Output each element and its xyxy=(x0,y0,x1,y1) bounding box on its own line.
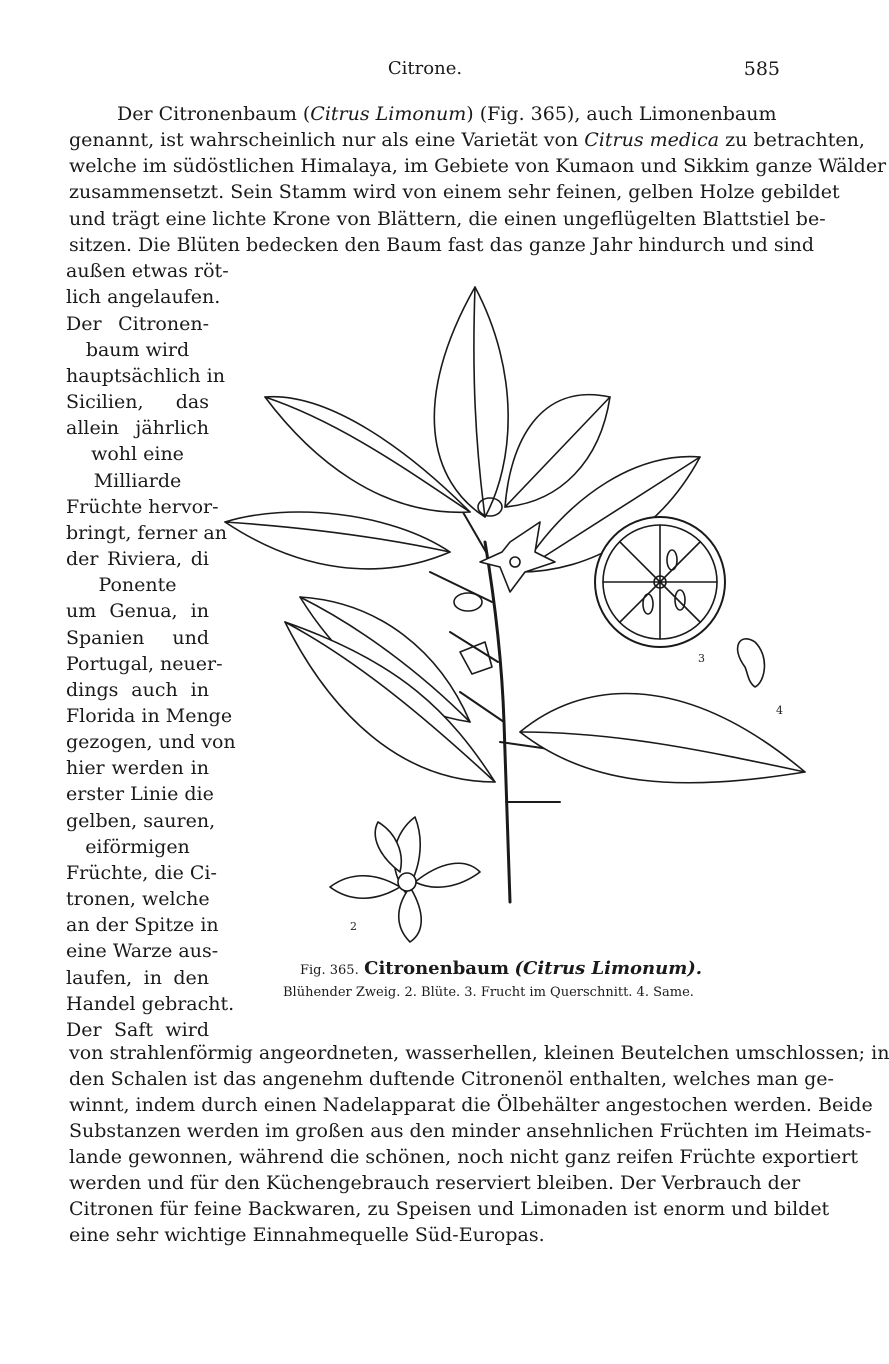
lemon-branch-illustration xyxy=(210,282,810,962)
body-line: werden und für den Küchengebrauch reserviert bleiben. Der Verbrauch der xyxy=(69,1172,801,1194)
label-seed: 4 xyxy=(776,704,783,717)
figure-caption xyxy=(300,958,702,979)
side-line: Handel gebracht. xyxy=(66,993,235,1015)
side-line: tronen, welche xyxy=(66,888,210,910)
figure-title: Citronenbaum xyxy=(364,958,510,979)
side-line: eiförmigen xyxy=(85,836,190,858)
side-line: wohl eine xyxy=(91,443,184,465)
side-line: außen etwas röt- xyxy=(66,260,229,282)
scientific-name: Citrus medica xyxy=(584,129,720,151)
side-line: Früchte hervor- xyxy=(66,496,219,518)
body-line: welche im südöstlichen Himalaya, im Gebiete von Kumaon und Sikkim ganze Wälder xyxy=(69,155,887,177)
side-line: eine Warze aus- xyxy=(66,940,219,962)
side-line: laufen, in den xyxy=(66,967,209,989)
body-line xyxy=(69,127,865,153)
side-line: hauptsächlich in xyxy=(66,365,225,387)
figure-number: Fig. 365. xyxy=(300,963,359,978)
body-line: Citronen für feine Backwaren, zu Speisen und Limonaden ist enorm und bildet xyxy=(69,1198,830,1220)
side-line: Der Citronen- xyxy=(66,313,209,335)
text-run: zu betrachten, xyxy=(719,129,865,151)
side-line: an der Spitze in xyxy=(66,914,219,936)
side-line: gelben, sauren, xyxy=(66,810,216,832)
body-line: zusammensetzt. Sein Stamm wird von einem sehr feinen, gelben Holze gebildet xyxy=(69,181,840,203)
text-run: Der Citronenbaum ( xyxy=(117,103,311,125)
running-title: Citrone. xyxy=(387,58,463,79)
text-run: genannt, ist wahrscheinlich nur als eine Varietät von xyxy=(69,129,585,151)
text-run: ) (Fig. 365), auch Limonenbaum xyxy=(466,103,777,125)
body-line: Substanzen werden im großen aus den minder ansehnlichen Früchten im Heimats- xyxy=(69,1120,872,1142)
page-number: 585 xyxy=(743,58,780,80)
running-head xyxy=(0,58,850,86)
body-line: lande gewonnen, während die schönen, noch nicht ganz reifen Früchte exportiert xyxy=(69,1146,859,1168)
side-line: bringt, ferner an xyxy=(66,522,227,544)
body-line: und trägt eine lichte Krone von Blättern, die einen ungeflügelten Blattstiel be- xyxy=(69,208,826,230)
figure-subcaption: Blühender Zweig. 2. Blüte. 3. Frucht im Querschnitt. 4. Same. xyxy=(283,985,694,1000)
side-line: dings auch in xyxy=(66,679,209,701)
body-line: von strahlenförmig angeordneten, wasserhellen, kleinen Beutelchen umschlossen; in xyxy=(69,1042,889,1064)
label-flower: 2 xyxy=(350,920,357,933)
scientific-name: Citrus Limonum xyxy=(310,103,467,125)
side-line: Der Saft wird xyxy=(66,1019,209,1041)
side-line: Sicilien, das xyxy=(66,391,209,413)
body-line: sitzen. Die Blüten bedecken den Baum fast das ganze Jahr hindurch und sind xyxy=(69,234,815,256)
body-line xyxy=(117,101,782,127)
side-line: Portugal, neuer- xyxy=(66,653,223,675)
side-line: allein jährlich xyxy=(66,417,209,439)
side-line: Früchte, die Ci- xyxy=(66,862,217,884)
label-fruit: 3 xyxy=(698,652,705,665)
side-line: lich angelaufen. xyxy=(66,286,221,308)
side-line: baum wird xyxy=(85,339,190,361)
body-line: den Schalen ist das angenehm duftende Citronenöl enthalten, welches man ge- xyxy=(69,1068,834,1090)
body-line: eine sehr wichtige Einnahmequelle Süd-Europas. xyxy=(69,1224,545,1246)
side-line: Ponente xyxy=(98,574,177,596)
side-line: gezogen, und von xyxy=(66,731,236,753)
side-line: Milliarde xyxy=(93,470,182,492)
figure-scientific-name: (Citrus Limonum). xyxy=(514,958,703,979)
side-line: um Genua, in xyxy=(66,600,209,622)
side-line: erster Linie die xyxy=(66,783,214,805)
side-line: Florida in Menge xyxy=(66,705,233,727)
body-line: winnt, indem durch einen Nadelapparat die Ölbehälter angestochen werden. Beide xyxy=(69,1094,873,1116)
side-line: hier werden in xyxy=(66,757,209,779)
side-line: der Riviera, di xyxy=(66,548,209,570)
side-line: Spanien und xyxy=(66,627,209,649)
